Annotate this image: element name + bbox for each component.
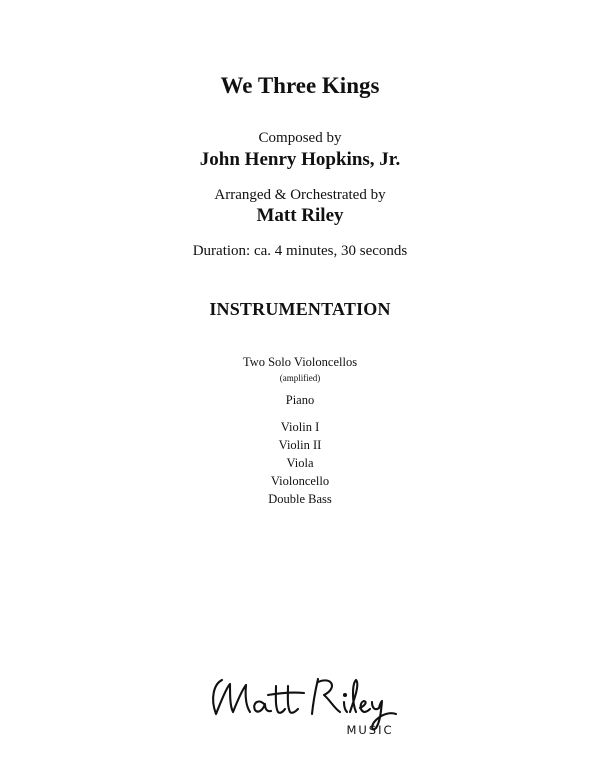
instrument-piano: Piano (285, 393, 315, 407)
arranger-name: Matt Riley (256, 205, 344, 226)
instrument-solo-cellos: Two Solo Violoncellos (242, 355, 358, 369)
arranged-by-label: Arranged & Orchestrated by (214, 187, 386, 203)
instrument-viola: Viola (286, 456, 314, 470)
signature-strokes (213, 679, 396, 729)
instrument-violin-1: Violin I (280, 420, 320, 434)
composed-by-label: Composed by (258, 130, 342, 146)
matt-riley-music-logo (200, 662, 410, 742)
instrumentation-heading: INSTRUMENTATION (209, 299, 391, 319)
instrument-violoncello: Violoncello (270, 474, 330, 488)
instrument-double-bass: Double Bass (268, 492, 332, 506)
instrument-violin-2: Violin II (278, 438, 322, 452)
piece-title: We Three Kings (220, 73, 380, 98)
logo-music-wordmark: MUSIC (346, 723, 394, 737)
duration-text: Duration: ca. 4 minutes, 30 seconds (192, 243, 408, 259)
instrument-note-amplified: (amplified) (279, 373, 321, 383)
composer-name: John Henry Hopkins, Jr. (199, 149, 401, 170)
